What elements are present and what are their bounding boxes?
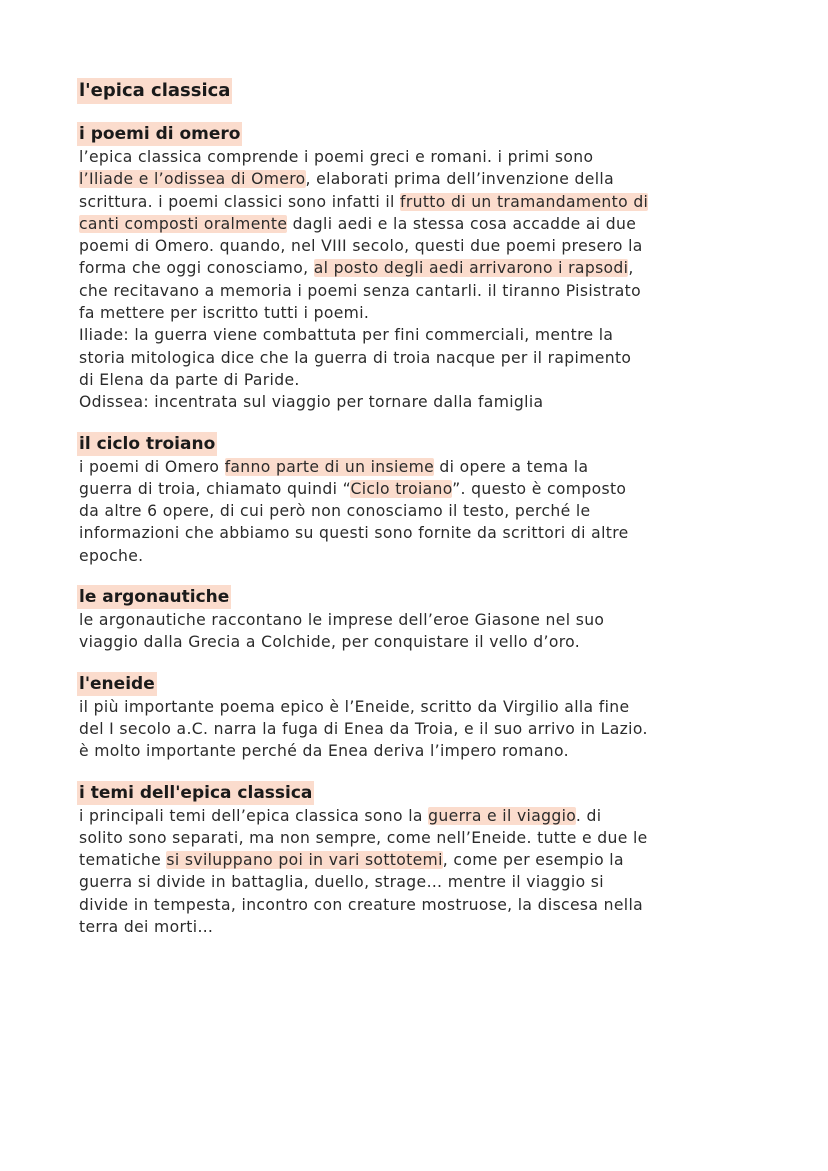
- text-line: [79, 257, 759, 279]
- section-heading-text: le argonautiche: [79, 587, 230, 608]
- text-segment: storia mitologica dice che la guerra di troia nacque per il rapimento: [79, 348, 632, 367]
- section-paragraph: [79, 456, 759, 567]
- text-line: [79, 805, 759, 827]
- section-paragraph: [79, 805, 759, 939]
- text-line: [79, 191, 759, 213]
- text-segment: terra dei morti…: [79, 918, 214, 937]
- text-line: [79, 280, 759, 302]
- text-line: [79, 696, 759, 718]
- text-segment: l’epica classica comprende i poemi greci e romani. i primi sono: [79, 148, 594, 166]
- section-paragraph: [79, 146, 759, 414]
- text-line: [79, 871, 759, 893]
- text-line: [79, 168, 759, 190]
- text-segment: guerra si divide in battaglia, duello, strage… mentre il viaggio si: [79, 873, 604, 892]
- highlighted-text: canti composti oralmente: [79, 214, 288, 233]
- text-segment: , elaborati prima dell’invenzione della: [305, 170, 614, 189]
- section: [79, 432, 759, 567]
- section-paragraph: [79, 609, 759, 654]
- highlighted-text: guerra e il viaggio: [428, 806, 576, 825]
- text-segment: fa mettere per iscritto tutti i poemi.: [79, 304, 370, 323]
- text-segment: poemi di Omero. quando, nel VIII secolo, questi due poemi presero la: [79, 237, 643, 256]
- document-title: [79, 78, 759, 122]
- highlighted-text: si sviluppano poi in vari sottotemi: [166, 851, 443, 870]
- text-line: [79, 631, 759, 653]
- sections-container: [79, 122, 759, 938]
- text-line: [79, 213, 759, 235]
- text-segment: ,: [628, 259, 634, 278]
- text-line: [79, 478, 759, 500]
- section-heading-text: i temi dell'epica classica: [79, 782, 313, 803]
- text-segment: . di: [575, 806, 602, 825]
- text-segment: Iliade: la guerra viene combattuta per fini commerciali, mentre la: [79, 326, 614, 345]
- text-segment: divide in tempesta, incontro con creature mostruose, la discesa nella: [79, 895, 644, 914]
- text-line: [79, 609, 759, 631]
- title-text: l'epica classica: [77, 78, 232, 104]
- text-segment: epoche.: [79, 546, 144, 565]
- section-heading: [79, 672, 759, 696]
- section: [79, 672, 759, 763]
- text-line: [79, 324, 759, 346]
- text-line: [79, 146, 759, 168]
- section-heading: [79, 432, 759, 456]
- text-segment: i poemi di Omero: [79, 457, 225, 476]
- text-segment: di opere a tema la: [434, 457, 589, 476]
- text-segment: forma che oggi conosciamo,: [79, 259, 314, 278]
- section: [79, 781, 759, 939]
- section: [79, 585, 759, 654]
- text-segment: dagli aedi e la stessa cosa accadde ai due: [287, 214, 637, 233]
- text-segment: i principali temi dell’epica classica sono la: [79, 806, 429, 825]
- text-segment: , come per esempio la: [442, 851, 624, 870]
- section-heading: [79, 122, 759, 146]
- text-line: [79, 456, 759, 478]
- text-segment: da altre 6 opere, di cui però non conosciamo il testo, perché le: [79, 502, 591, 521]
- text-line: [79, 894, 759, 916]
- text-line: [79, 740, 759, 762]
- text-segment: di Elena da parte di Paride.: [79, 370, 300, 389]
- highlighted-text: Ciclo troiano: [350, 479, 453, 498]
- text-segment: che recitavano a memoria i poemi senza cantarli. il tiranno Pisistrato: [79, 281, 641, 300]
- text-line: [79, 347, 759, 369]
- text-segment: guerra di troia, chiamato quindi “: [79, 479, 351, 498]
- text-segment: del I secolo a.C. narra la fuga di Enea da Troia, e il suo arrivo in Lazio.: [79, 719, 648, 738]
- section: [79, 122, 759, 414]
- section-heading-text: il ciclo troiano: [79, 433, 216, 454]
- section-heading-text: i poemi di omero: [79, 124, 241, 144]
- text-segment: Odissea: incentrata sul viaggio per tornare dalla famiglia: [79, 393, 544, 412]
- highlighted-text: fanno parte di un insieme: [224, 457, 435, 476]
- text-segment: è molto importante perché da Enea deriva l’impero romano.: [79, 742, 569, 761]
- document-content: [79, 78, 759, 956]
- text-line: [79, 302, 759, 324]
- text-segment: scrittura. i poemi classici sono infatti il: [79, 192, 400, 211]
- text-segment: tematiche: [79, 851, 167, 870]
- text-line: [79, 391, 759, 413]
- text-line: [79, 522, 759, 544]
- highlighted-text: al posto degli aedi arrivarono i rapsodi: [313, 259, 629, 278]
- section-paragraph: [79, 696, 759, 763]
- text-segment: solito sono separati, ma non sempre, come nell’Eneide. tutte e due le: [79, 828, 648, 847]
- highlighted-text: l’Iliade e l’odissea di Omero: [79, 170, 306, 189]
- text-segment: viaggio dalla Grecia a Colchide, per conquistare il vello d’oro.: [79, 633, 581, 652]
- text-line: [79, 718, 759, 740]
- text-segment: il più importante poema epico è l’Eneide, scritto da Virgilio alla fine: [79, 697, 630, 716]
- text-line: [79, 545, 759, 567]
- text-segment: le argonautiche raccontano le imprese dell’eroe Giasone nel suo: [79, 611, 605, 630]
- text-line: [79, 500, 759, 522]
- section-heading-text: l'eneide: [79, 673, 155, 694]
- text-line: [79, 916, 759, 938]
- highlighted-text: frutto di un tramandamento di: [400, 192, 649, 211]
- text-segment: informazioni che abbiamo su questi sono fornite da scrittori di altre: [79, 524, 629, 543]
- text-line: [79, 849, 759, 871]
- text-line: [79, 827, 759, 849]
- text-line: [79, 235, 759, 257]
- text-line: [79, 369, 759, 391]
- text-segment: ”. questo è composto: [452, 479, 627, 498]
- section-heading: [79, 585, 759, 609]
- section-heading: [79, 781, 759, 805]
